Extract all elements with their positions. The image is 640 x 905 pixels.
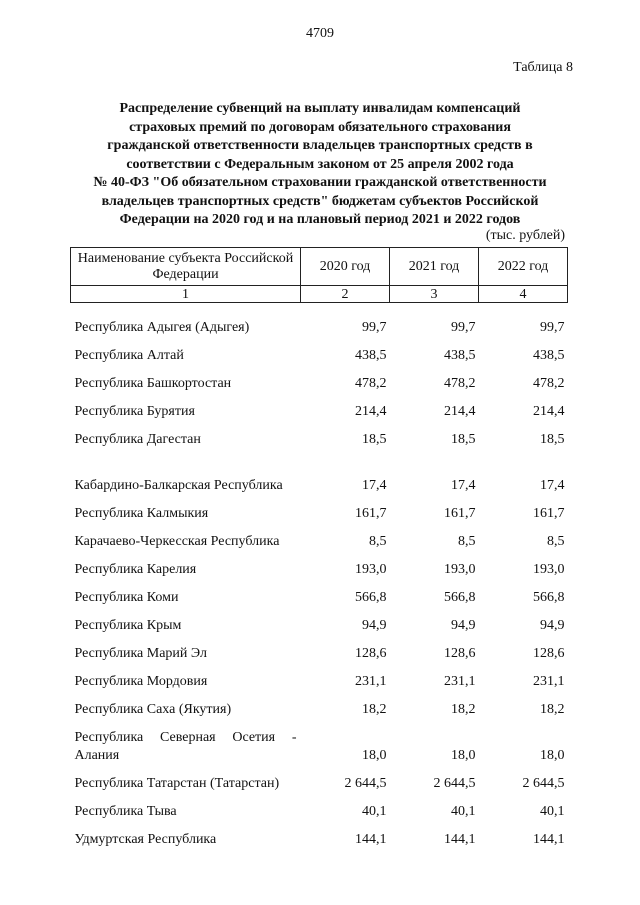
title-line: соответствии с Федеральным законом от 25 апреля 2002 года — [126, 156, 514, 172]
value-2022: 18,5 — [540, 432, 565, 447]
column-number: 1 — [71, 286, 301, 303]
column-number-row — [71, 286, 568, 303]
value-2021: 161,7 — [444, 506, 476, 521]
title-line: № 40-ФЗ "Об обязательном страховании гражданской ответственности — [93, 175, 547, 190]
units-label: (тыс. рублей) — [485, 228, 565, 243]
subject-name: Республика Бурятия — [74, 404, 195, 419]
value-2020: 99,7 — [362, 320, 387, 335]
column-number: 3 — [390, 286, 479, 303]
header-2021: 2021 год — [390, 248, 479, 286]
value-2022: 40,1 — [540, 804, 565, 819]
value-2020: 128,6 — [355, 646, 387, 661]
value-2022: 18,2 — [540, 702, 565, 717]
value-2020: 94,9 — [362, 618, 387, 633]
table-label: Таблица 8 — [513, 60, 573, 75]
value-2021: 128,6 — [444, 646, 476, 661]
subject-name: Удмуртская Республика — [74, 832, 217, 847]
header-2022: 2022 год — [479, 248, 568, 286]
value-2022: 17,4 — [540, 478, 565, 493]
header-2020: 2020 год — [301, 248, 390, 286]
subject-name: Карачаево-Черкесская Республика — [74, 534, 280, 549]
value-2022: 18,0 — [540, 748, 565, 763]
table-row — [71, 793, 568, 821]
value-2021: 214,4 — [444, 404, 476, 419]
subject-name: Республика Крым — [74, 618, 182, 633]
value-2021: 566,8 — [444, 590, 476, 605]
table-row — [71, 607, 568, 635]
subject-name: Республика Мордовия — [74, 674, 208, 689]
value-2022: 128,6 — [533, 646, 565, 661]
table-header-row — [71, 248, 568, 286]
table-row — [71, 495, 568, 523]
title-line: гражданской ответственности владельцев транспортных средств в — [107, 138, 533, 153]
value-2022: 144,1 — [533, 832, 565, 847]
value-2020: 18,2 — [362, 702, 387, 717]
page-number: 4709 — [306, 26, 334, 41]
value-2022: 231,1 — [533, 674, 565, 689]
table-row — [71, 421, 568, 449]
value-2021: 231,1 — [444, 674, 476, 689]
value-2022: 2 644,5 — [522, 776, 565, 791]
value-2021: 17,4 — [451, 478, 476, 493]
value-2022: 161,7 — [533, 506, 565, 521]
value-2020: 214,4 — [355, 404, 387, 419]
value-2022: 193,0 — [533, 562, 565, 577]
value-2022: 438,5 — [533, 348, 565, 363]
table-row — [71, 691, 568, 719]
table-row — [71, 821, 568, 849]
subject-name: Республика Адыгея (Адыгея) — [74, 320, 250, 335]
value-2021: 94,9 — [451, 618, 476, 633]
column-number: 2 — [301, 286, 390, 303]
subject-name: Республика Башкортостан — [74, 376, 232, 391]
table-row — [71, 523, 568, 551]
value-2021: 2 644,5 — [433, 776, 476, 791]
subject-name: Республика Калмыкия — [74, 506, 209, 521]
table-row — [71, 449, 568, 495]
subject-name: Республика Дагестан — [74, 432, 201, 447]
table-row — [71, 365, 568, 393]
subject-name: Республика Татарстан (Татарстан) — [74, 776, 280, 791]
value-2020: 566,8 — [355, 590, 387, 605]
title-line: владельцев транспортных средств" бюджетам субъектов Российской — [101, 193, 539, 209]
table-row — [71, 551, 568, 579]
title-line: страховых премий по договорам обязательного страхования — [129, 119, 511, 135]
table-row — [71, 337, 568, 365]
value-2021: 193,0 — [444, 562, 476, 577]
value-2020: 40,1 — [362, 804, 387, 819]
value-2022: 214,4 — [533, 404, 565, 419]
value-2021: 18,5 — [451, 432, 476, 447]
value-2021: 144,1 — [444, 832, 476, 847]
table-row — [71, 393, 568, 421]
value-2020: 438,5 — [355, 348, 387, 363]
title-line: Распределение субвенций на выплату инвалидам компенсаций — [119, 101, 521, 116]
table-row — [71, 579, 568, 607]
value-2020: 8,5 — [369, 534, 387, 549]
subject-name: Кабардино-Балкарская Республика — [74, 478, 283, 493]
value-2021: 18,0 — [451, 748, 476, 763]
title-line: Федерации на 2020 год и на плановый период 2021 и 2022 годов — [119, 212, 521, 227]
column-number: 4 — [479, 286, 568, 303]
table-row — [71, 663, 568, 691]
subject-name: Республика Марий Эл — [74, 646, 207, 661]
value-2021: 478,2 — [444, 376, 476, 391]
value-2022: 566,8 — [533, 590, 565, 605]
value-2022: 94,9 — [540, 618, 565, 633]
table-row — [71, 303, 568, 338]
document-title — [70, 100, 570, 230]
value-2020: 2 644,5 — [344, 776, 387, 791]
value-2021: 8,5 — [458, 534, 476, 549]
value-2020: 161,7 — [355, 506, 387, 521]
subject-name: Республика Алтай — [74, 348, 184, 363]
subject-name: Республика Тыва — [74, 804, 177, 819]
table-row — [71, 719, 568, 765]
subject-name: Республика Коми — [74, 590, 179, 605]
value-2020: 18,5 — [362, 432, 387, 447]
table-row — [71, 635, 568, 663]
header-subject-name: Наименование субъекта Российской Федерации — [71, 248, 301, 286]
value-2021: 40,1 — [451, 804, 476, 819]
value-2022: 478,2 — [533, 376, 565, 391]
subvention-table — [70, 247, 568, 849]
value-2020: 17,4 — [362, 478, 387, 493]
value-2021: 438,5 — [444, 348, 476, 363]
table-row — [71, 765, 568, 793]
value-2020: 144,1 — [355, 832, 387, 847]
subject-name: Республика Северная Осетия - Алания — [74, 730, 297, 763]
value-2022: 8,5 — [547, 534, 565, 549]
subject-name: Республика Саха (Якутия) — [74, 702, 232, 717]
value-2020: 478,2 — [355, 376, 387, 391]
value-2020: 18,0 — [362, 748, 387, 763]
value-2021: 18,2 — [451, 702, 476, 717]
value-2020: 231,1 — [355, 674, 387, 689]
value-2022: 99,7 — [540, 320, 565, 335]
value-2021: 99,7 — [451, 320, 476, 335]
subject-name: Республика Карелия — [74, 562, 197, 577]
value-2020: 193,0 — [355, 562, 387, 577]
